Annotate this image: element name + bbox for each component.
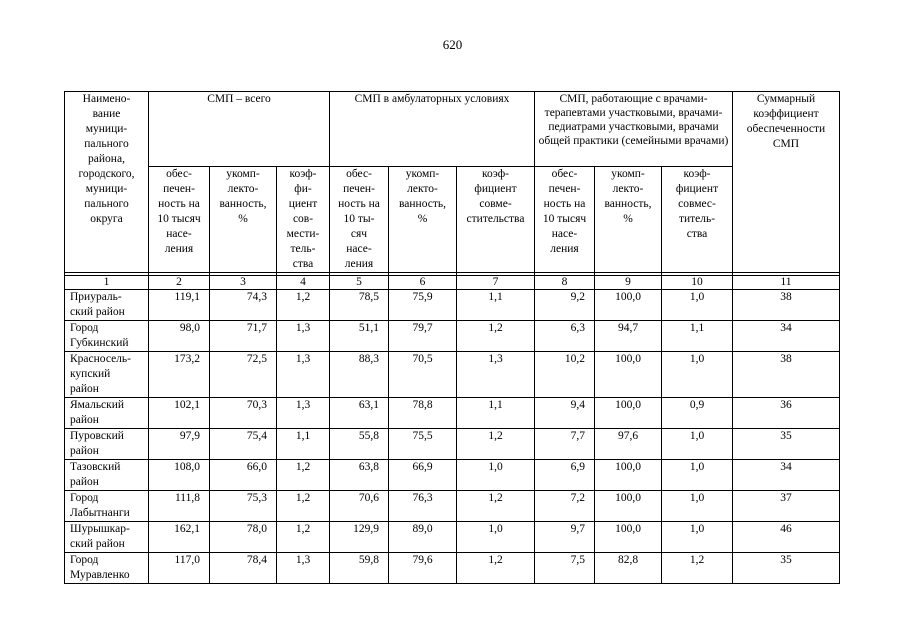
subheader-cell: обес- печен- ность на 10 тысяч насе- ления	[149, 167, 210, 273]
column-number: 7	[457, 276, 535, 290]
column-number: 11	[733, 276, 840, 290]
subheader-cell: укомп- лекто- ванность, %	[595, 167, 662, 273]
district-name: Тазовский район	[65, 460, 149, 491]
table-cell: 89,0	[389, 522, 457, 553]
table-cell: 100,0	[595, 290, 662, 321]
district-name: Город Муравленко	[65, 553, 149, 584]
subheader-cell: обес- печен- ность на 10 тысяч насе- ления	[535, 167, 595, 273]
district-name: Город Лабытнанги	[65, 491, 149, 522]
table-cell: 1,3	[277, 553, 330, 584]
table-cell: 100,0	[595, 460, 662, 491]
table-cell: 1,3	[277, 321, 330, 352]
district-name: Шурышкар- ский район	[65, 522, 149, 553]
column-number-row	[65, 276, 840, 290]
table-cell: 108,0	[149, 460, 210, 491]
table-cell: 51,1	[330, 321, 389, 352]
table-cell: 1,2	[277, 522, 330, 553]
table-cell: 63,1	[330, 398, 389, 429]
table-cell: 75,9	[389, 290, 457, 321]
table-row	[65, 290, 840, 321]
table-cell: 1,2	[277, 460, 330, 491]
table-cell: 75,5	[389, 429, 457, 460]
table-cell: 1,2	[277, 491, 330, 522]
table-cell: 100,0	[595, 352, 662, 398]
table-cell: 70,3	[210, 398, 277, 429]
district-name: Пуровский район	[65, 429, 149, 460]
data-table	[64, 91, 840, 584]
table-cell: 1,0	[457, 460, 535, 491]
table-cell: 1,3	[277, 352, 330, 398]
table-cell: 1,3	[457, 352, 535, 398]
table-cell: 100,0	[595, 398, 662, 429]
table-cell: 98,0	[149, 321, 210, 352]
table-cell: 1,2	[277, 290, 330, 321]
table-cell: 0,9	[662, 398, 733, 429]
column-number: 8	[535, 276, 595, 290]
table-cell: 78,8	[389, 398, 457, 429]
table-cell: 63,8	[330, 460, 389, 491]
subheader-cell: коэф- фи- циент сов- мести- тель- ства	[277, 167, 330, 273]
table-cell: 38	[733, 290, 840, 321]
table-cell: 1,2	[457, 491, 535, 522]
table-cell: 119,1	[149, 290, 210, 321]
table-cell: 59,8	[330, 553, 389, 584]
column-number: 6	[389, 276, 457, 290]
table-cell: 1,1	[662, 321, 733, 352]
table-cell: 36	[733, 398, 840, 429]
table-cell: 70,5	[389, 352, 457, 398]
table-cell: 129,9	[330, 522, 389, 553]
table-cell: 72,5	[210, 352, 277, 398]
table-cell: 1,0	[662, 460, 733, 491]
table-cell: 76,3	[389, 491, 457, 522]
table-row	[65, 352, 840, 398]
table-cell: 1,0	[662, 352, 733, 398]
table-cell: 7,2	[535, 491, 595, 522]
column-number: 2	[149, 276, 210, 290]
table-cell: 34	[733, 321, 840, 352]
table-cell: 71,7	[210, 321, 277, 352]
table-cell: 7,7	[535, 429, 595, 460]
table-cell: 75,3	[210, 491, 277, 522]
column-number: 4	[277, 276, 330, 290]
table-cell: 1,1	[457, 398, 535, 429]
subheader-cell: обес- печен- ность на 10 ты- сяч насе- ления	[330, 167, 389, 273]
table-cell: 1,0	[662, 522, 733, 553]
table-cell: 82,8	[595, 553, 662, 584]
subheader-cell: коэф- фициент совме- стительства	[457, 167, 535, 273]
table-cell: 9,4	[535, 398, 595, 429]
table-row	[65, 491, 840, 522]
column-number: 10	[662, 276, 733, 290]
header-group-ambulatory: СМП в амбулаторных условиях	[330, 92, 535, 167]
table-cell: 10,2	[535, 352, 595, 398]
table-cell: 94,7	[595, 321, 662, 352]
table-cell: 88,3	[330, 352, 389, 398]
table-cell: 1,0	[662, 491, 733, 522]
district-name: Ямальский район	[65, 398, 149, 429]
table-cell: 66,0	[210, 460, 277, 491]
table-cell: 100,0	[595, 522, 662, 553]
table-cell: 9,2	[535, 290, 595, 321]
table-cell: 1,2	[457, 553, 535, 584]
table-row	[65, 460, 840, 491]
table-cell: 79,6	[389, 553, 457, 584]
table-cell: 70,6	[330, 491, 389, 522]
table-cell: 1,2	[662, 553, 733, 584]
table-cell: 1,3	[277, 398, 330, 429]
table-row	[65, 429, 840, 460]
table-cell: 38	[733, 352, 840, 398]
district-name: Красносель- купский район	[65, 352, 149, 398]
header-name-col: Наимено- вание муници- пального района, городского, муници- пального округа	[65, 92, 149, 273]
table-cell: 46	[733, 522, 840, 553]
table-cell: 173,2	[149, 352, 210, 398]
table-cell: 1,0	[662, 429, 733, 460]
table-cell: 97,9	[149, 429, 210, 460]
table-row	[65, 321, 840, 352]
table-cell: 35	[733, 553, 840, 584]
table-cell: 1,2	[457, 321, 535, 352]
table-cell: 66,9	[389, 460, 457, 491]
table-cell: 34	[733, 460, 840, 491]
column-number: 1	[65, 276, 149, 290]
table-cell: 1,2	[457, 429, 535, 460]
table-cell: 111,8	[149, 491, 210, 522]
table-cell: 74,3	[210, 290, 277, 321]
table-cell: 97,6	[595, 429, 662, 460]
table-row	[65, 553, 840, 584]
table-cell: 35	[733, 429, 840, 460]
table-cell: 37	[733, 491, 840, 522]
table-row	[65, 522, 840, 553]
district-name: Город Губкинский	[65, 321, 149, 352]
table-cell: 78,4	[210, 553, 277, 584]
subheader-cell: коэф- фициент совмес- титель- ства	[662, 167, 733, 273]
subheader-cell: укомп- лекто- ванность, %	[210, 167, 277, 273]
column-number: 3	[210, 276, 277, 290]
table-cell: 7,5	[535, 553, 595, 584]
table-cell: 1,1	[277, 429, 330, 460]
subheader-cell: укомп- лекто- ванность, %	[389, 167, 457, 273]
table-cell: 1,0	[457, 522, 535, 553]
table-cell: 1,0	[662, 290, 733, 321]
table-cell: 102,1	[149, 398, 210, 429]
table-cell: 79,7	[389, 321, 457, 352]
page-number: 620	[442, 37, 463, 52]
table-cell: 100,0	[595, 491, 662, 522]
table-cell: 117,0	[149, 553, 210, 584]
table-cell: 75,4	[210, 429, 277, 460]
table-cell: 162,1	[149, 522, 210, 553]
table-cell: 1,1	[457, 290, 535, 321]
column-number: 9	[595, 276, 662, 290]
table-cell: 9,7	[535, 522, 595, 553]
district-name: Приураль- ский район	[65, 290, 149, 321]
table-cell: 55,8	[330, 429, 389, 460]
table-cell: 6,9	[535, 460, 595, 491]
table-cell: 78,0	[210, 522, 277, 553]
header-group-with-doctors: СМП, работающие с врачами-терапевтами участковыми, врачами-педиатрами участковыми, врачами общей практики (семейными врачами)	[535, 92, 733, 167]
header-summary-coef: Суммарный коэффициент обеспеченности СМП	[733, 92, 840, 273]
table-cell: 6,3	[535, 321, 595, 352]
table-cell: 78,5	[330, 290, 389, 321]
table-row	[65, 398, 840, 429]
header-group-total: СМП – всего	[149, 92, 330, 167]
column-number: 5	[330, 276, 389, 290]
